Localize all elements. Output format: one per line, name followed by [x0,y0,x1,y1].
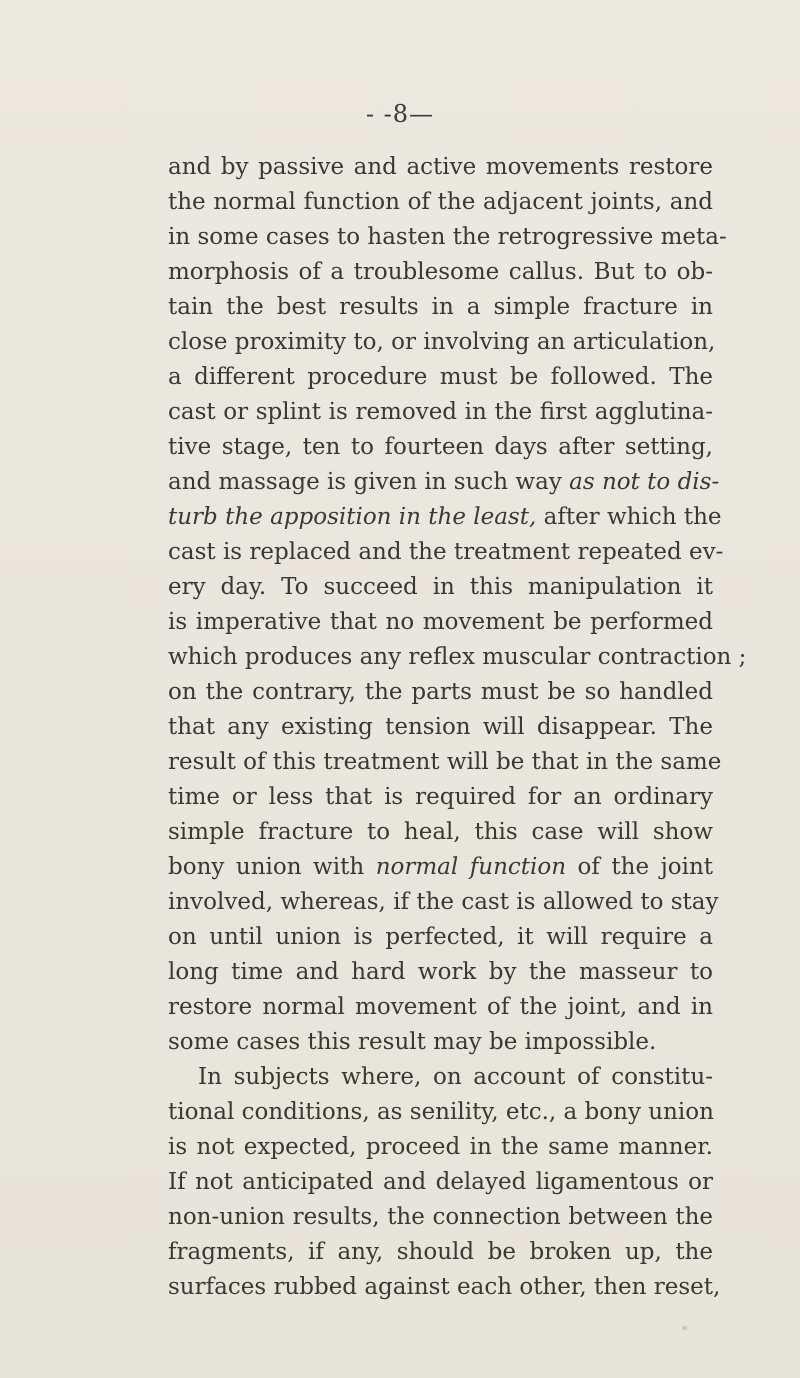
italic-segment: as not to dis- [569,469,720,495]
text-line [168,675,713,710]
text-line [168,1165,713,1200]
text-line [168,150,713,185]
text-segment: If not anticipated and delayed ligamentous or [168,1169,713,1195]
text-segment: tional conditions, as senility, etc., a bony union [168,1099,714,1125]
text-segment: after which the [536,504,722,530]
text-line [168,360,713,395]
text-line [168,710,713,745]
text-line [168,815,713,850]
text-segment: and by passive and active movements restore [168,154,713,180]
page-number: - -8— [365,100,435,128]
italic-segment: turb the apposition in the least, [168,504,537,530]
text-line [168,990,713,1025]
text-segment: result of this treatment will be that in the same [168,749,722,775]
text-segment: ery day. To succeed in this manipulation it [168,574,713,600]
text-segment: restore normal movement of the joint, and in [168,994,713,1020]
text-segment: on the contrary, the parts must be so handled [168,679,713,705]
text-segment: surfaces rubbed against each other, then reset, [168,1274,721,1300]
text-segment: involved, whereas, if the cast is allowed to stay [168,889,719,915]
text-line [168,570,713,605]
text-line [168,535,724,570]
text-line [168,780,713,815]
text-segment: time or less that is required for an ordinary [168,784,713,810]
text-segment: morphosis of a troublesome callus. But to ob- [168,259,713,285]
text-line [168,255,713,290]
text-line [168,325,716,360]
text-line [168,395,713,430]
text-line [168,1235,713,1270]
text-line [168,955,713,990]
text-segment: tain the best results in a simple fracture in [168,294,713,320]
text-segment: the normal function of the adjacent joints, and [168,189,713,215]
text-line [168,430,713,465]
text-segment: is not expected, proceed in the same manner. [168,1134,713,1160]
text-line [168,500,722,535]
text-segment: which produces any reflex muscular contraction ; [168,644,747,670]
text-segment: is imperative that no movement be performed [168,609,713,635]
paragraph-end-line [168,1025,713,1060]
text-line [168,1130,713,1165]
text-segment: cast is replaced and the treatment repeated ev- [168,539,724,565]
text-segment: of the joint [566,854,714,880]
text-line [168,1200,713,1235]
text-segment: simple fracture to heal, this case will show [168,819,713,845]
text-segment: a different procedure must be followed. The [168,364,713,390]
text-segment: bony union with [168,854,376,880]
text-line [168,290,713,325]
body-text [168,150,747,1305]
text-line [168,885,719,920]
text-segment: on until union is perfected, it will require a [168,924,713,950]
text-line [168,220,727,255]
text-line [168,605,713,640]
paragraph-start-line [168,1060,713,1095]
text-segment: that any existing tension will disappear. The [168,714,713,740]
text-segment: close proximity to, or involving an articulation, [168,329,716,355]
text-line [168,745,722,780]
paper-speck [682,1326,687,1330]
text-line [168,1270,721,1305]
text-line [168,640,747,675]
text-segment: In subjects where, on account of constitu- [198,1064,713,1090]
text-segment: long time and hard work by the masseur to [168,959,713,985]
text-line [168,1095,713,1130]
text-segment: some cases this result may be impossible. [168,1029,657,1055]
text-segment: and massage is given in such way [168,469,570,495]
text-line [168,465,720,500]
text-segment: fragments, if any, should be broken up, the [168,1239,713,1265]
text-line [168,920,713,955]
text-segment: cast or splint is removed in the first agglutina- [168,399,713,425]
text-line [168,850,713,885]
text-segment: tive stage, ten to fourteen days after setting, [168,434,713,460]
text-segment: in some cases to hasten the retrogressive meta- [168,224,727,250]
text-segment: non-union results, the connection between the [168,1204,713,1230]
italic-segment: normal function [375,854,567,880]
text-line [168,185,713,220]
